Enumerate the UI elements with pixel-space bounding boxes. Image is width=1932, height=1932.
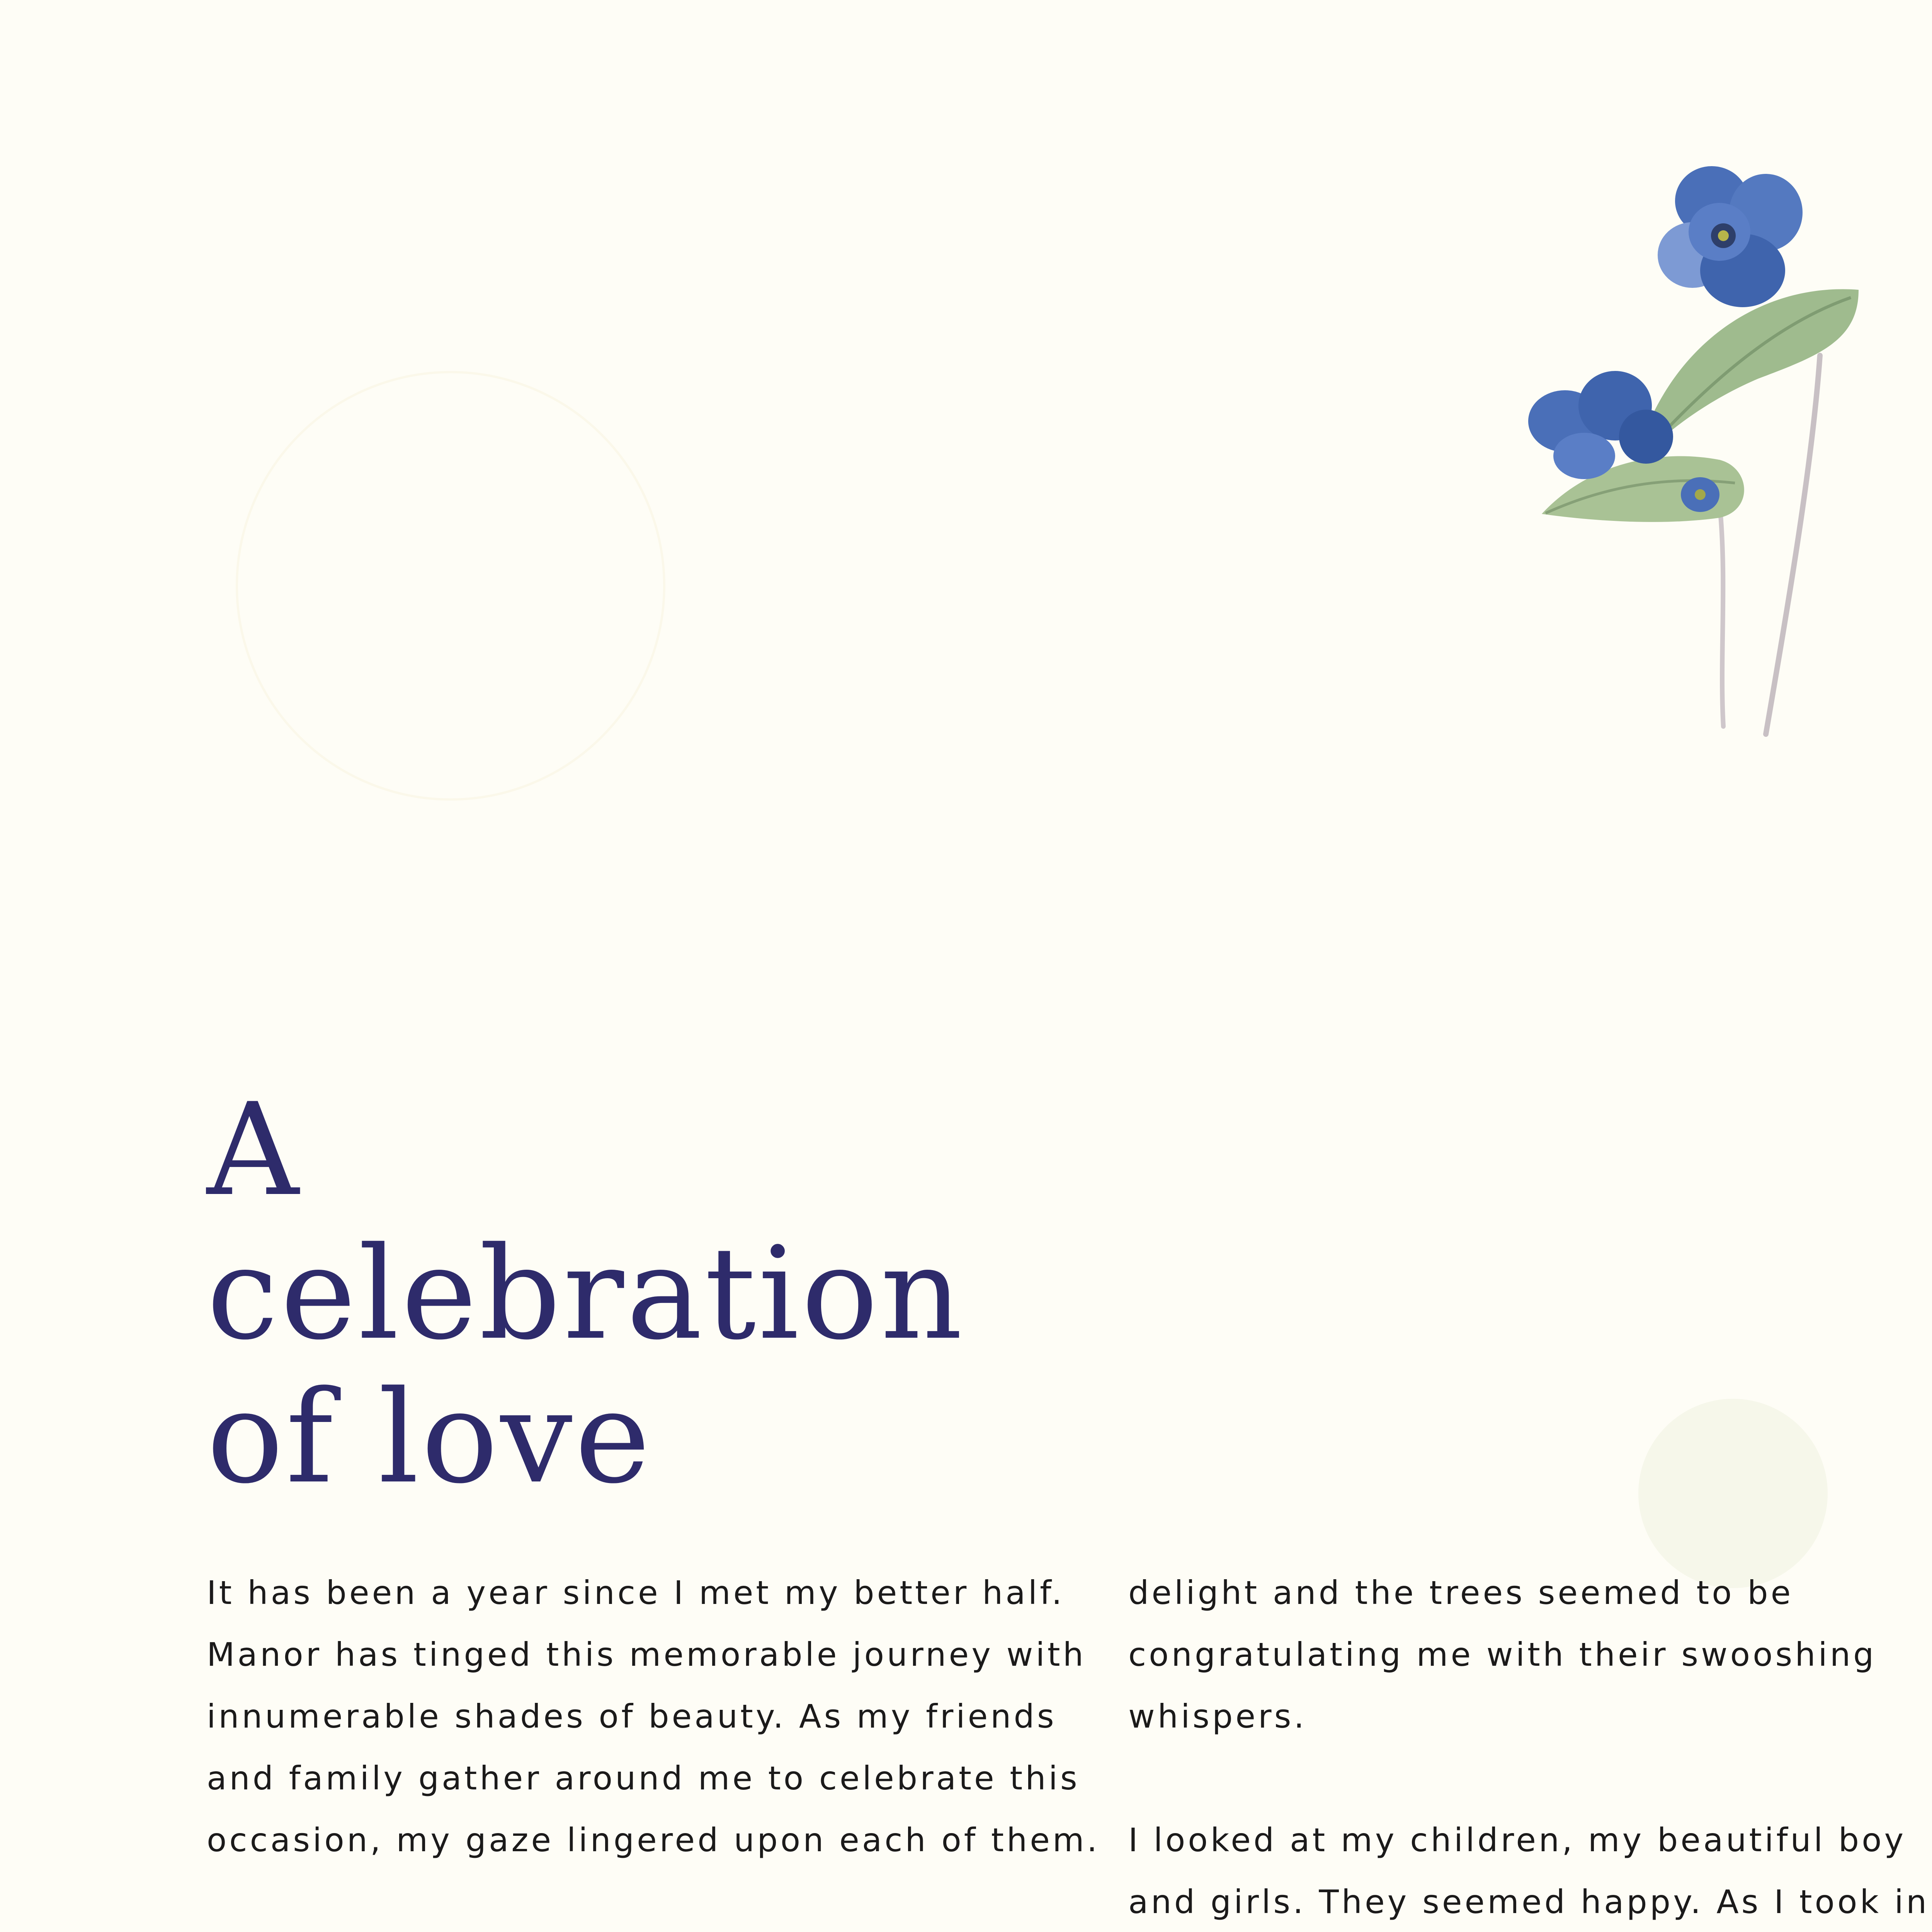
text-line: occasion, my gaze lingered upon each of them.	[207, 1821, 1100, 1859]
right-column	[1128, 1562, 1932, 1932]
right-paragraph-2	[1128, 1809, 1932, 1932]
blue-flower-icon	[1519, 155, 1874, 750]
right-paragraph-1	[1128, 1562, 1932, 1747]
text-line: innumerable shades of beauty. As my friends	[207, 1697, 1057, 1735]
left-paragraph-1	[207, 1562, 1100, 1871]
title-line-2: celebration	[207, 1219, 965, 1368]
text-line: It has been a year since I met my better half.	[207, 1574, 1065, 1612]
text-line: and girls. They seemed happy. As I took in	[1128, 1883, 1930, 1921]
faint-oval-decoration	[236, 371, 665, 801]
text-line: delight and the trees seemed to be	[1128, 1574, 1794, 1612]
title-line-3: of love	[207, 1363, 653, 1512]
page-title	[207, 1076, 1134, 1512]
flower-bud-center	[1695, 489, 1706, 500]
flower-pollen	[1718, 230, 1729, 241]
faint-circle-decoration	[1638, 1399, 1828, 1588]
flower-petal	[1619, 410, 1673, 464]
text-line: whispers.	[1128, 1697, 1307, 1735]
flower-petal	[1553, 433, 1615, 479]
text-line: and family gather around me to celebrate this	[207, 1759, 1080, 1797]
text-line: Manor has tinged this memorable journey with	[207, 1636, 1086, 1673]
text-line: congratulating me with their swooshing	[1128, 1636, 1877, 1673]
text-line: I looked at my children, my beautiful boy	[1128, 1821, 1906, 1859]
flower-stem-long	[1766, 355, 1820, 734]
title-line-1: A	[207, 1076, 301, 1224]
flower-stem-short	[1719, 502, 1723, 726]
left-column	[207, 1562, 1100, 1932]
